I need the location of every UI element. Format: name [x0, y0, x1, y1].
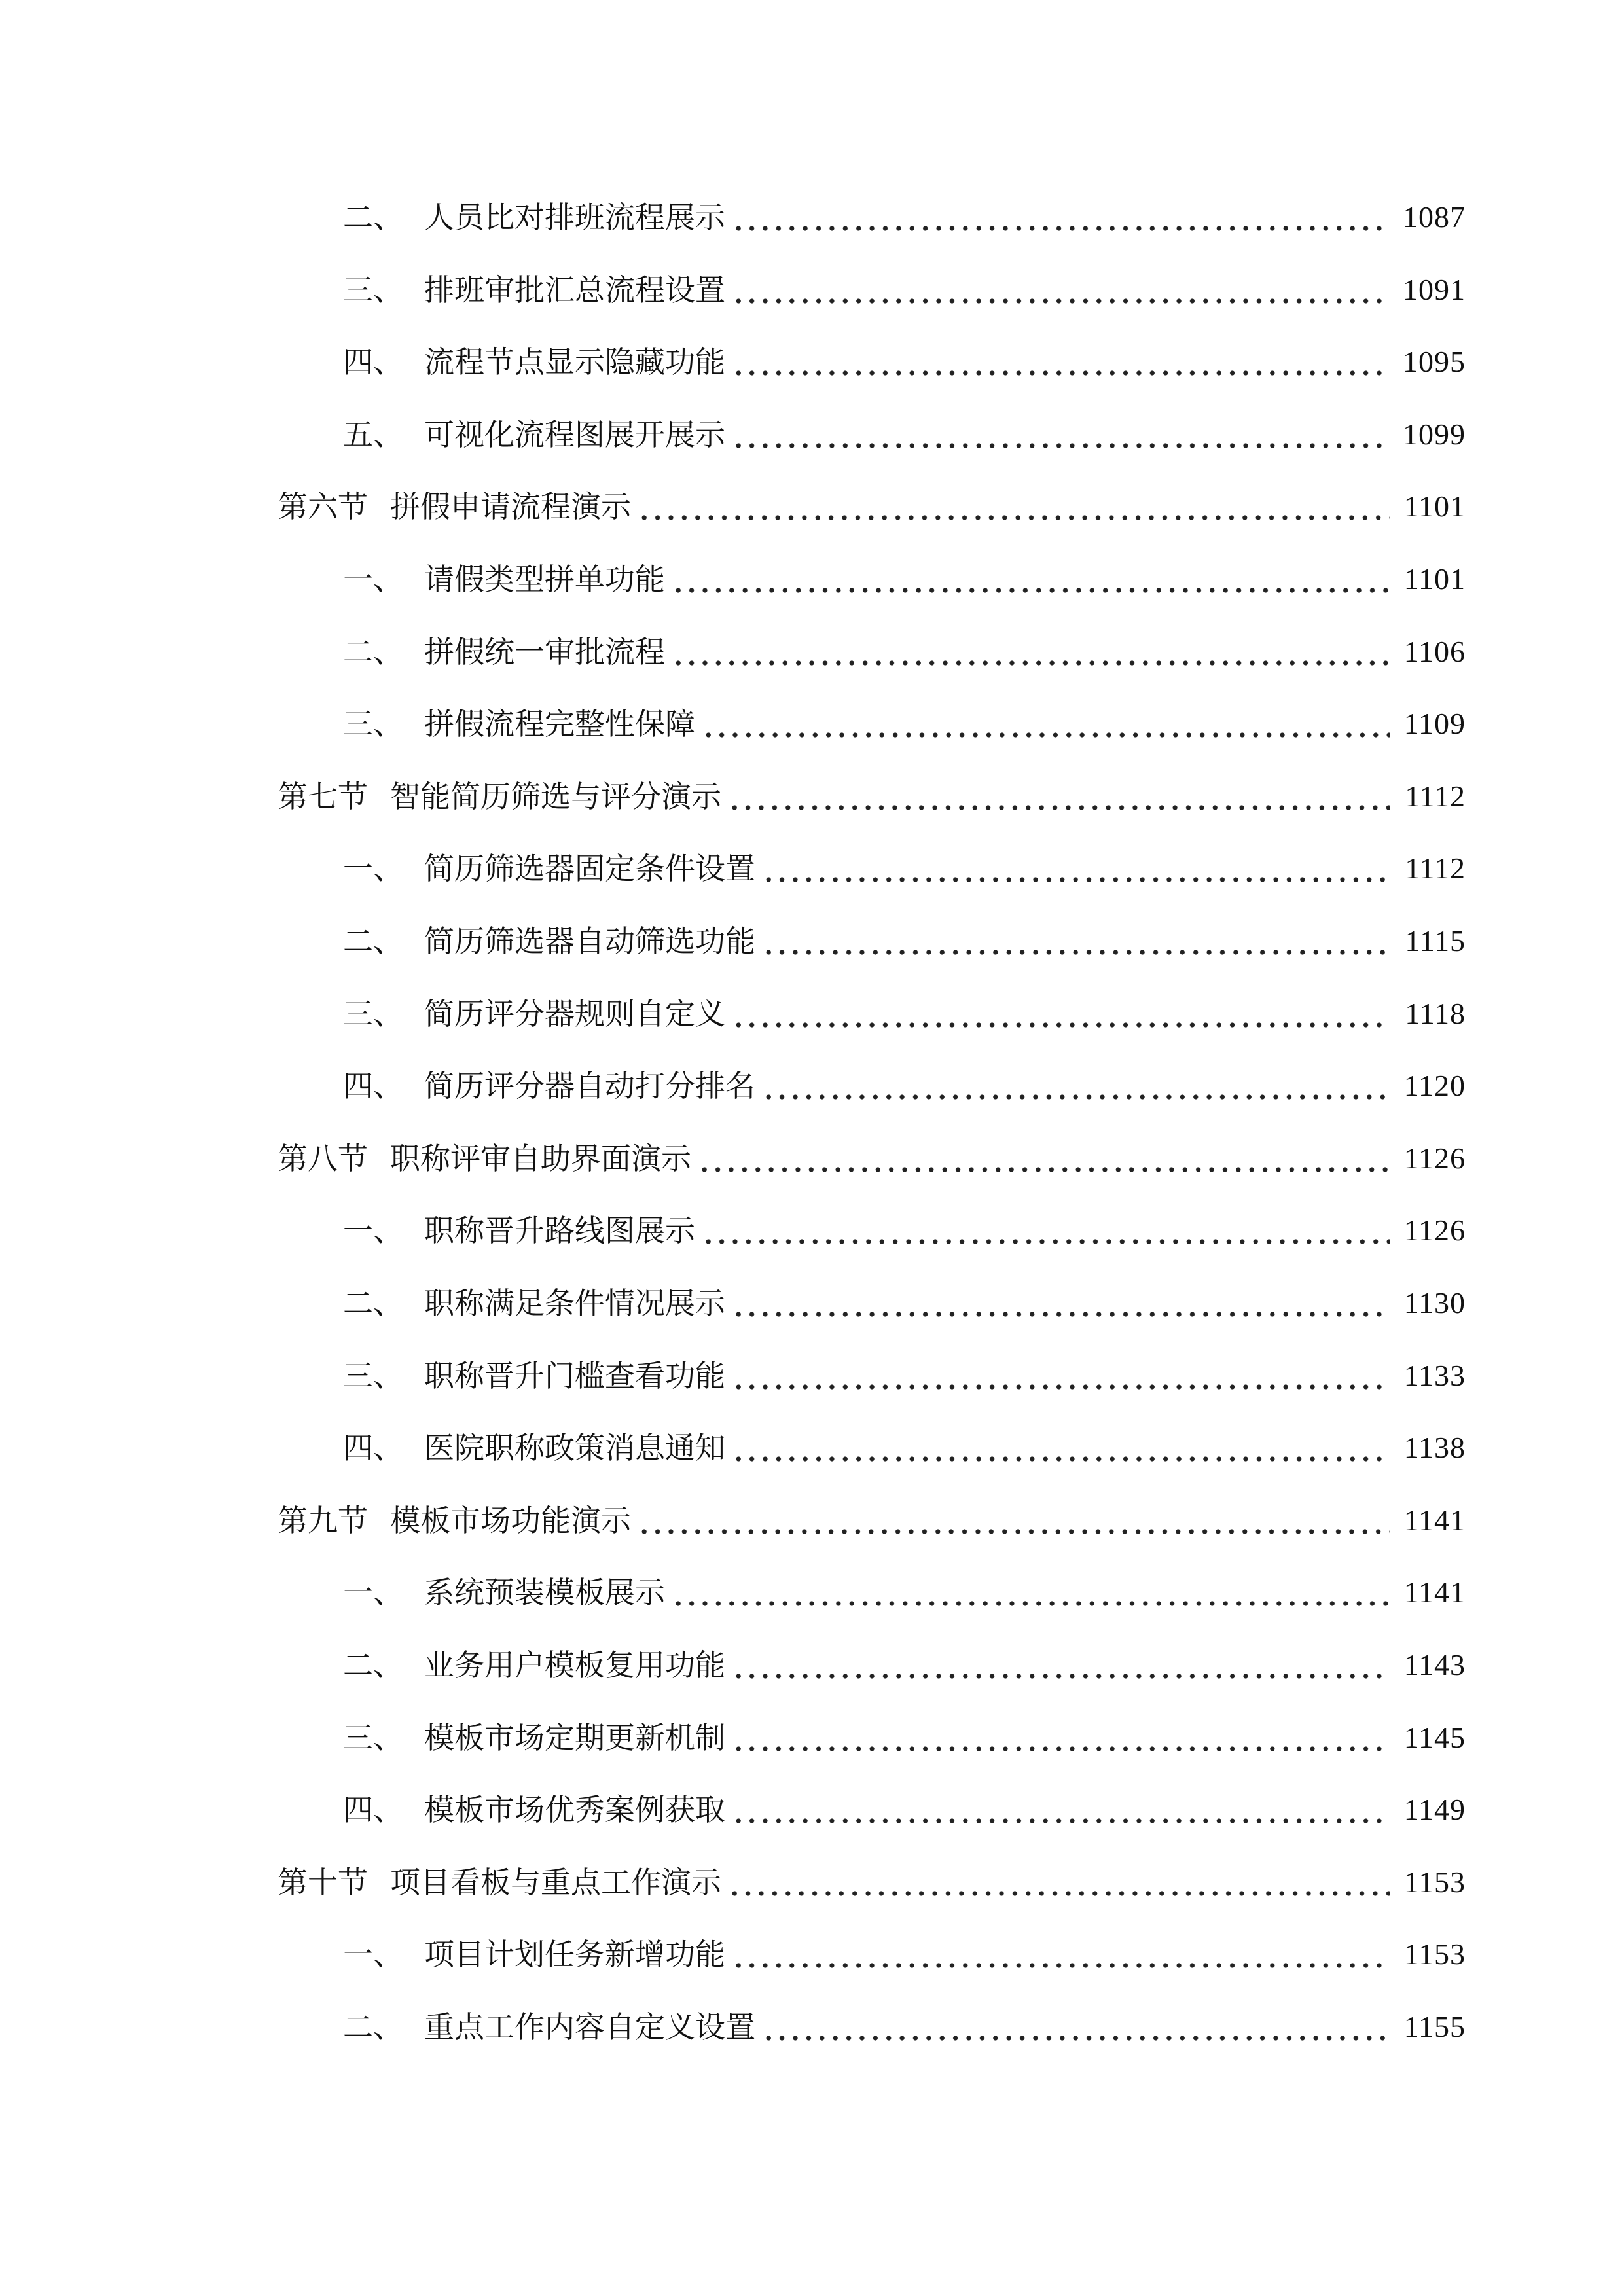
toc-entry-page-number: 1112	[1405, 852, 1466, 885]
toc-subsection-entry[interactable]	[343, 2003, 1466, 2051]
toc-subsection-entry[interactable]	[343, 1714, 1466, 1761]
dot-leader	[762, 845, 1390, 892]
toc-entry-page-number: 1115	[1405, 924, 1466, 958]
toc-entry-title: 职称晋升路线图展示	[424, 1213, 695, 1248]
toc-entry-page-number: 1126	[1403, 1141, 1466, 1175]
toc-entry-number: 四、	[343, 1430, 403, 1465]
dot-leader	[732, 1424, 1390, 1471]
dot-leader	[672, 628, 1390, 675]
toc-entry-number: 二、	[343, 1647, 403, 1683]
toc-section-entry[interactable]	[278, 1497, 1466, 1544]
toc-entry-page-number: 1141	[1403, 1575, 1466, 1609]
toc-entry-title: 医院职称政策消息通知	[424, 1430, 725, 1465]
toc-entry-page-number: 1120	[1403, 1069, 1466, 1102]
toc-entry-number: 第六节	[278, 489, 368, 524]
toc-entry-number: 一、	[343, 1213, 403, 1248]
toc-entry-page-number: 1087	[1403, 200, 1466, 234]
toc-entry-title: 拼假申请流程演示	[390, 489, 631, 524]
toc-entry-title: 项目计划任务新增功能	[424, 1937, 725, 1972]
dot-leader	[732, 990, 1390, 1037]
toc-entry-title: 请假类型拼单功能	[424, 562, 665, 597]
dot-leader	[672, 1569, 1390, 1616]
toc-entry-title: 可视化流程图展开展示	[424, 417, 725, 452]
toc-entry-title: 简历筛选器固定条件设置	[424, 851, 755, 886]
toc-subsection-entry[interactable]	[343, 1641, 1466, 1689]
dot-leader	[702, 1207, 1390, 1254]
toc-entry-number: 二、	[343, 2009, 403, 2045]
toc-entry-page-number: 1133	[1403, 1359, 1466, 1392]
dot-leader	[732, 266, 1388, 314]
dot-leader	[762, 918, 1390, 965]
toc-entry-title: 简历筛选器自动筛选功能	[424, 924, 755, 959]
toc-entry-page-number: 1112	[1405, 780, 1466, 813]
toc-entry-number: 三、	[343, 272, 403, 308]
toc-entry-number: 第七节	[278, 779, 368, 814]
dot-leader	[672, 556, 1390, 603]
dot-leader	[702, 700, 1390, 747]
toc-subsection-entry[interactable]	[343, 1569, 1466, 1616]
toc-entry-title: 职称评审自助界面演示	[390, 1141, 691, 1176]
toc-entry-number: 第八节	[278, 1141, 368, 1176]
toc-section-entry[interactable]	[278, 1135, 1466, 1182]
dot-leader	[732, 1931, 1390, 1978]
toc-entry-title: 重点工作内容自定义设置	[424, 2009, 755, 2045]
dot-leader	[732, 1352, 1390, 1399]
toc-entry-number: 一、	[343, 851, 403, 886]
toc-subsection-entry[interactable]	[343, 338, 1466, 386]
toc-subsection-entry[interactable]	[343, 411, 1466, 458]
toc-section-entry[interactable]	[278, 1859, 1466, 1906]
toc-entry-title: 流程节点显示隐藏功能	[424, 344, 725, 380]
toc-entry-page-number: 1153	[1403, 1865, 1466, 1899]
dot-leader	[762, 2003, 1390, 2051]
toc-subsection-entry[interactable]	[343, 700, 1466, 747]
toc-entry-number: 五、	[343, 417, 403, 452]
toc-entry-number: 一、	[343, 1575, 403, 1610]
toc-entry-number: 三、	[343, 1720, 403, 1755]
toc-entry-title: 拼假流程完整性保障	[424, 706, 695, 742]
toc-entry-page-number: 1149	[1403, 1793, 1466, 1826]
toc-subsection-entry[interactable]	[343, 990, 1466, 1037]
toc-entry-number: 三、	[343, 706, 403, 742]
toc-subsection-entry[interactable]	[343, 1207, 1466, 1254]
dot-leader	[732, 1786, 1390, 1833]
toc-subsection-entry[interactable]	[343, 556, 1466, 603]
toc-entry-page-number: 1145	[1403, 1721, 1466, 1754]
toc-entry-number: 二、	[343, 200, 403, 235]
toc-entry-page-number: 1118	[1405, 997, 1466, 1030]
toc-entry-page-number: 1141	[1403, 1503, 1466, 1537]
toc-entry-title: 职称晋升门槛查看功能	[424, 1358, 725, 1393]
dot-leader	[638, 1497, 1390, 1544]
toc-entry-title: 简历评分器自动打分排名	[424, 1068, 755, 1103]
toc-subsection-entry[interactable]	[343, 266, 1466, 314]
toc-entry-page-number: 1095	[1403, 345, 1466, 378]
toc-subsection-entry[interactable]	[343, 1352, 1466, 1399]
toc-entry-number: 一、	[343, 562, 403, 597]
toc-subsection-entry[interactable]	[343, 194, 1466, 241]
toc-section-entry[interactable]	[278, 483, 1466, 530]
toc-entry-number: 二、	[343, 1285, 403, 1321]
dot-leader	[728, 773, 1390, 820]
toc-entry-page-number: 1091	[1403, 273, 1466, 306]
toc-entry-title: 排班审批汇总流程设置	[424, 272, 725, 308]
dot-leader	[732, 1280, 1390, 1327]
toc-entry-number: 第九节	[278, 1503, 368, 1538]
toc-subsection-entry[interactable]	[343, 1280, 1466, 1327]
toc-entry-title: 模板市场功能演示	[390, 1503, 631, 1538]
toc-entry-number: 四、	[343, 1068, 403, 1103]
toc-entry-number: 三、	[343, 996, 403, 1031]
toc-entry-number: 四、	[343, 1792, 403, 1827]
toc-entry-number: 一、	[343, 1937, 403, 1972]
dot-leader	[732, 1641, 1390, 1689]
dot-leader	[728, 1859, 1390, 1906]
toc-subsection-entry[interactable]	[343, 1062, 1466, 1109]
toc-entry-title: 模板市场优秀案例获取	[424, 1792, 725, 1827]
dot-leader	[732, 338, 1388, 386]
toc-subsection-entry[interactable]	[343, 845, 1466, 892]
toc-subsection-entry[interactable]	[343, 918, 1466, 965]
toc-entry-page-number: 1143	[1403, 1648, 1466, 1681]
toc-subsection-entry[interactable]	[343, 628, 1466, 675]
toc-entry-number: 二、	[343, 634, 403, 670]
dot-leader	[732, 1714, 1390, 1761]
toc-entry-title: 模板市场定期更新机制	[424, 1720, 725, 1755]
toc-entry-page-number: 1101	[1403, 562, 1466, 596]
toc-entry-number: 四、	[343, 344, 403, 380]
dot-leader	[732, 411, 1388, 458]
toc-entry-number: 三、	[343, 1358, 403, 1393]
toc-entry-page-number: 1126	[1403, 1213, 1466, 1247]
toc-entry-page-number: 1109	[1403, 707, 1466, 740]
dot-leader	[762, 1062, 1390, 1109]
toc-entry-page-number: 1130	[1403, 1286, 1466, 1319]
toc-entry-title: 人员比对排班流程展示	[424, 200, 725, 235]
toc-subsection-entry[interactable]	[343, 1424, 1466, 1471]
toc-section-entry[interactable]	[278, 773, 1466, 820]
toc-entry-page-number: 1101	[1403, 490, 1466, 523]
toc-entry-title: 项目看板与重点工作演示	[390, 1865, 721, 1900]
toc-entry-page-number: 1138	[1403, 1431, 1466, 1464]
toc-entry-page-number: 1155	[1403, 2010, 1466, 2043]
dot-leader	[638, 483, 1390, 530]
toc-entry-title: 拼假统一审批流程	[424, 634, 665, 670]
toc-entry-title: 职称满足条件情况展示	[424, 1285, 725, 1321]
toc-entry-page-number: 1153	[1403, 1937, 1466, 1971]
toc-subsection-entry[interactable]	[343, 1931, 1466, 1978]
toc-entry-number: 二、	[343, 924, 403, 959]
toc-entry-page-number: 1099	[1403, 418, 1466, 451]
toc-entry-title: 智能简历筛选与评分演示	[390, 779, 721, 814]
toc-subsection-entry[interactable]	[343, 1786, 1466, 1833]
dot-leader	[732, 194, 1388, 241]
toc-entry-title: 简历评分器规则自定义	[424, 996, 725, 1031]
toc-entry-title: 业务用户模板复用功能	[424, 1647, 725, 1683]
dot-leader	[698, 1135, 1390, 1182]
toc-entry-title: 系统预装模板展示	[424, 1575, 665, 1610]
toc-entry-page-number: 1106	[1403, 635, 1466, 668]
toc-entry-number: 第十节	[278, 1865, 368, 1900]
